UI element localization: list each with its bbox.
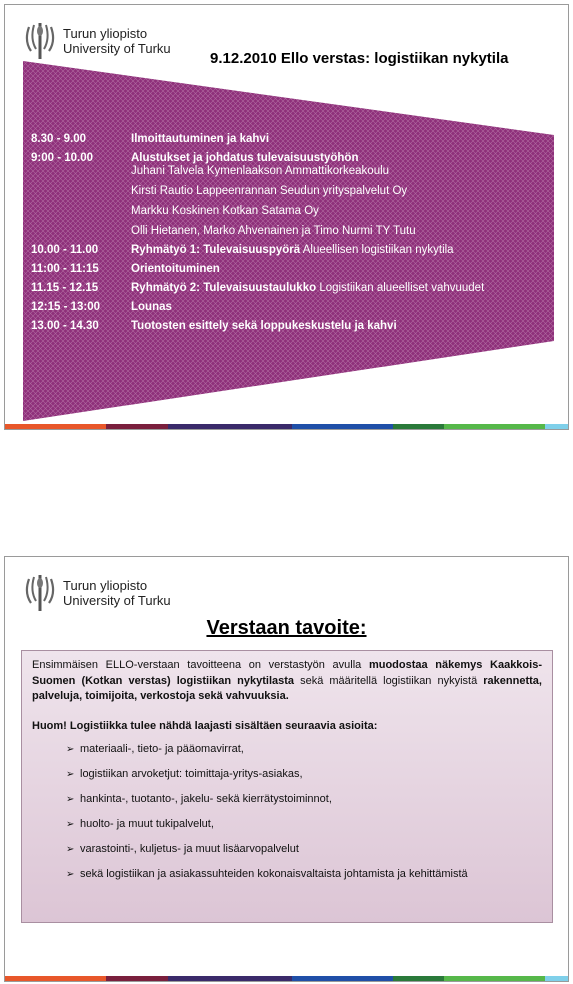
- agenda-time: 11.15 - 12.15: [31, 282, 99, 294]
- list-item-text: huolto- ja muut tukipalvelut,: [80, 818, 214, 830]
- color-bar: [5, 424, 568, 429]
- agenda-body: [131, 244, 551, 257]
- agenda-title: Orientoituminen: [131, 263, 220, 275]
- agenda-time: 10.00 - 11.00: [31, 244, 99, 256]
- goal-list: [66, 742, 542, 883]
- agenda-body: [131, 282, 551, 295]
- slide-1: [4, 4, 569, 430]
- list-item-text: materiaali-, tieto- ja pääomavirrat,: [80, 743, 244, 755]
- university-torch-icon: [23, 21, 57, 61]
- university-logo: [23, 21, 171, 61]
- intro-text-2: sekä määritellä logistiikan nykyistä: [294, 674, 484, 687]
- speaker: Markku Koskinen Kotkan Satama Oy: [131, 205, 319, 217]
- agenda-row: [31, 263, 551, 276]
- speaker: Juhani Talvela Kymenlaakson Ammattikorkeakoulu: [131, 165, 390, 177]
- slide-2-title: Verstaan tavoite:: [206, 617, 367, 639]
- agenda-title: Lounas: [131, 301, 172, 313]
- logo-line-2: University of Turku: [63, 41, 171, 56]
- speaker: Kirsti Rautio Lappeenrannan Seudun yrityspalvelut Oy: [131, 185, 408, 197]
- agenda-title: Alustukset ja johdatus tulevaisuustyöhön: [131, 152, 359, 164]
- list-item-text: varastointi-, kuljetus- ja muut lisäarvopalvelut: [80, 843, 299, 855]
- agenda-row: [31, 133, 551, 146]
- slide-1-title: 9.12.2010 Ello verstas: logistiikan nykytila: [210, 50, 509, 67]
- list-item: [66, 742, 542, 758]
- agenda-time: 13.00 - 14.30: [31, 320, 99, 332]
- list-item: [66, 842, 542, 858]
- arrow-right-icon: ➢: [66, 844, 75, 855]
- agenda-body: [131, 152, 551, 238]
- logo-line-2: University of Turku: [63, 593, 171, 608]
- agenda-time: 9:00 - 10.00: [31, 152, 94, 164]
- logo-line-1: Turun yliopisto: [63, 26, 148, 41]
- agenda-title: Ryhmätyö 2: Tulevaisuustaulukko: [131, 282, 317, 294]
- agenda-body: [131, 320, 551, 333]
- agenda-row: [31, 301, 551, 314]
- list-item-text: logistiikan arvoketjut: toimittaja-yritys-asiakas,: [80, 768, 303, 780]
- agenda-note: Logistiikan alueelliset vahvuudet: [316, 282, 485, 294]
- list-item: [66, 792, 542, 808]
- goal-intro: [32, 658, 542, 705]
- intro-bold-1: muodostaa näkemys Kaakkois-Suomen (Kotkan verstas) logistiikan nykytilasta: [32, 659, 542, 687]
- arrow-right-icon: ➢: [66, 794, 75, 805]
- speaker: Olli Hietanen, Marko Ahvenainen ja Timo Nurmi TY Tutu: [131, 225, 416, 237]
- list-item: [66, 767, 542, 783]
- color-bar: [5, 976, 568, 981]
- speaker-list: [131, 165, 551, 238]
- arrow-right-icon: ➢: [66, 819, 75, 830]
- arrow-right-icon: ➢: [66, 744, 75, 755]
- agenda-body: [131, 263, 551, 276]
- agenda-row: [31, 152, 551, 238]
- intro-text-1: Ensimmäisen ELLO-verstaan tavoitteena on verstastyön avulla: [32, 659, 369, 671]
- goal-box: [21, 650, 553, 923]
- agenda-title: Ilmoittautuminen ja kahvi: [131, 133, 270, 145]
- agenda-body: [131, 133, 551, 146]
- agenda-body: [131, 301, 551, 314]
- list-item: [66, 867, 542, 883]
- agenda-time: 11:00 - 11:15: [31, 263, 99, 275]
- list-item-text: sekä logistiikan ja asiakassuhteiden kokonaisvaltaista johtamista ja kehittämistä: [80, 868, 468, 880]
- agenda-title: Tuotosten esittely sekä loppukeskustelu ja kahvi: [131, 320, 397, 332]
- huom-heading: Huom! Logistiikka tulee nähdä laajasti sisältäen seuraavia asioita:: [32, 719, 378, 732]
- agenda-note: Alueellisen logistiikan nykytila: [300, 244, 454, 256]
- arrow-right-icon: ➢: [66, 869, 75, 880]
- agenda-list: [31, 133, 551, 339]
- agenda-row: [31, 244, 551, 257]
- agenda-time: 8.30 - 9.00: [31, 133, 86, 145]
- university-logo: [23, 573, 171, 613]
- list-item-text: hankinta-, tuotanto-, jakelu- sekä kierrätystoiminnot,: [80, 793, 332, 805]
- intro-bold-2: rakennetta, palveluja, toimijoita, verkostoja sekä vahvuuksia.: [32, 674, 542, 702]
- agenda-row: [31, 320, 551, 333]
- slide-2: [4, 556, 569, 982]
- university-torch-icon: [23, 573, 57, 613]
- agenda-row: [31, 282, 551, 295]
- list-item: [66, 817, 542, 833]
- logo-line-1: Turun yliopisto: [63, 578, 148, 593]
- agenda-time: 12:15 - 13:00: [31, 301, 101, 313]
- arrow-right-icon: ➢: [66, 769, 75, 780]
- agenda-title: Ryhmätyö 1: Tulevaisuuspyörä: [131, 244, 301, 256]
